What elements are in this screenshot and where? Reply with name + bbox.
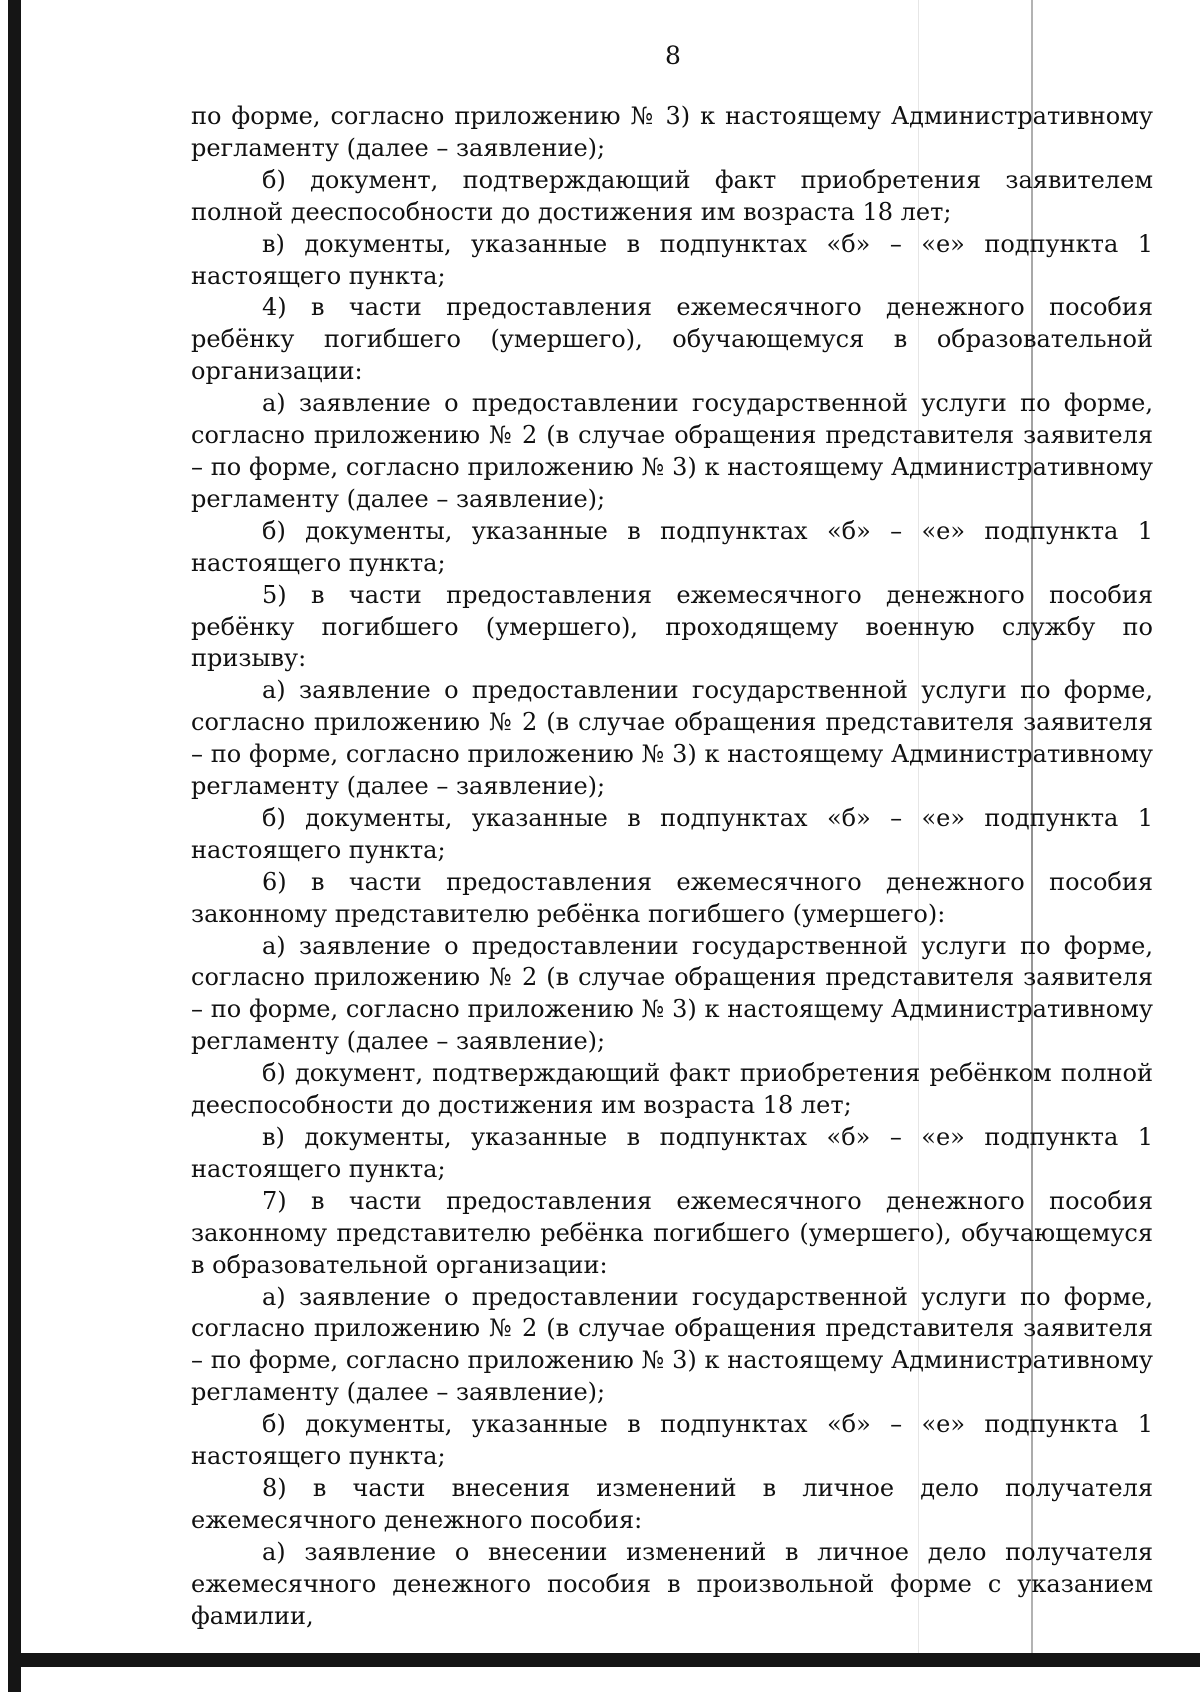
paragraph: 7) в части предоставления ежемесячного денежного пособия законному представителю ребёнка погибшего (умершего), обучающемуся в образовательной организации: — [191, 1186, 1153, 1279]
paragraph: а) заявление о предоставлении государственной услуги по форме, согласно приложению № 2 (в случае обращения представителя заявителя – по форме, согласно приложению № 3) к настоящему Административному регламенту (далее – заявление); — [191, 1282, 1153, 1407]
paragraph: б) документы, указанные в подпунктах «б» – «е» подпункта 1 настоящего пункта; — [191, 803, 1153, 864]
paragraph: 6) в части предоставления ежемесячного денежного пособия законному представителю ребёнка погибшего (умершего): — [191, 867, 1153, 928]
paragraph: б) документ, подтверждающий факт приобретения заявителем полной дееспособности до достижения им возраста 18 лет; — [191, 165, 1153, 226]
paragraph: б) документы, указанные в подпунктах «б» – «е» подпункта 1 настоящего пункта; — [191, 1410, 1153, 1471]
paragraph: 8) в части внесения изменений в личное дело получателя ежемесячного денежного пособия: — [191, 1473, 1153, 1534]
paragraph: в) документы, указанные в подпунктах «б» – «е» подпункта 1 настоящего пункта; — [191, 229, 1153, 290]
paragraph: по форме, согласно приложению № 3) к настоящему Административному регламенту (далее – заявление); — [191, 102, 1153, 162]
paragraph: 4) в части предоставления ежемесячного денежного пособия ребёнку погибшего (умершего), обучающемуся в образовательной организации: — [191, 293, 1153, 386]
paragraph: б) документ, подтверждающий факт приобретения ребёнком полной дееспособности до достижения им возраста 18 лет; — [191, 1059, 1153, 1120]
paragraph: а) заявление о предоставлении государственной услуги по форме, согласно приложению № 2 (в случае обращения представителя заявителя – по форме, согласно приложению № 3) к настоящему Административному регламенту (далее – заявление); — [191, 389, 1153, 513]
scan-left-edge — [8, 0, 21, 1692]
paragraph: б) документы, указанные в подпунктах «б» – «е» подпункта 1 настоящего пункта; — [191, 516, 1153, 577]
paragraph: а) заявление о предоставлении государственной услуги по форме, согласно приложению № 2 (в случае обращения представителя заявителя – по форме, согласно приложению № 3) к настоящему Административному регламенту (далее – заявление); — [191, 676, 1153, 801]
paragraph: 5) в части предоставления ежемесячного денежного пособия ребёнку погибшего (умершего), проходящему военную службу по призыву: — [191, 580, 1153, 673]
paragraph: а) заявление о предоставлении государственной услуги по форме, согласно приложению № 2 (в случае обращения представителя заявителя – по форме, согласно приложению № 3) к настоящему Административному регламенту (далее – заявление); — [191, 931, 1153, 1056]
paragraph: в) документы, указанные в подпунктах «б» – «е» подпункта 1 настоящего пункта; — [191, 1123, 1153, 1183]
paragraph: а) заявление о внесении изменений в личное дело получателя ежемесячного денежного пособия в произвольной форме с указанием фамилии, — [191, 1537, 1153, 1630]
document-body — [191, 101, 1153, 1633]
page-number: 8 — [665, 41, 681, 70]
scan-bottom-edge — [8, 1653, 1200, 1667]
